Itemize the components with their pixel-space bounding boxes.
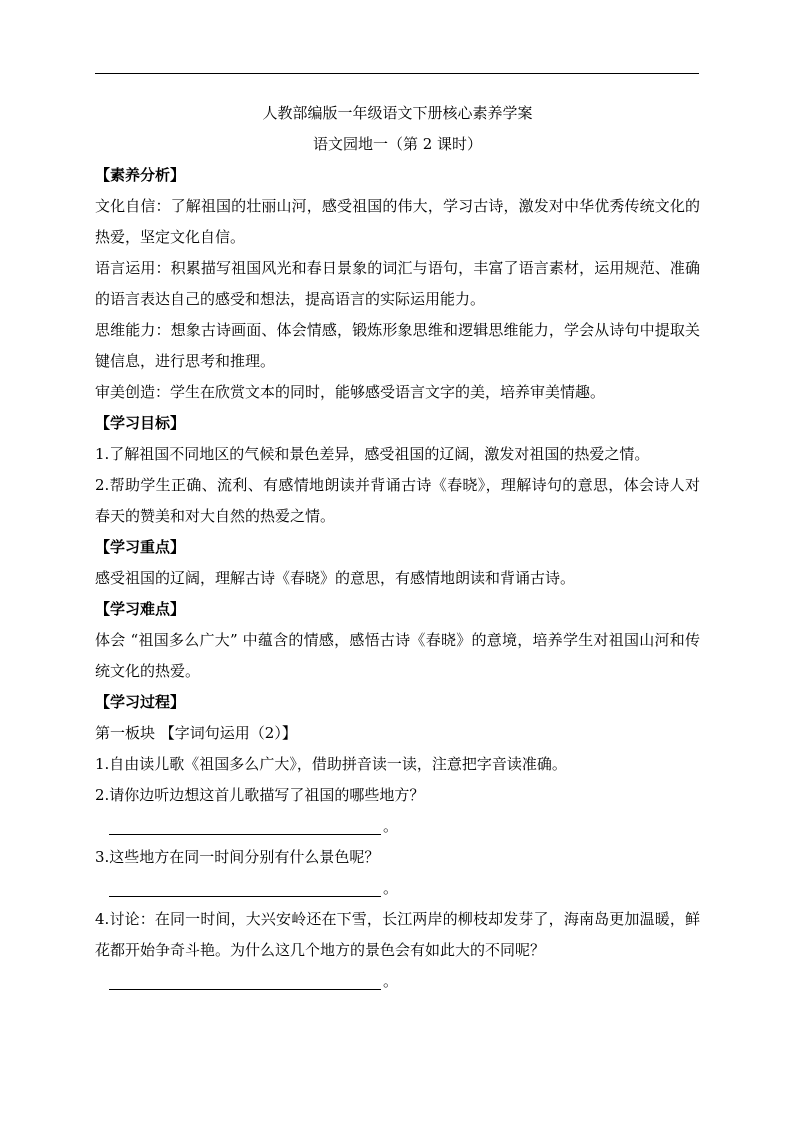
- answer-underline: [109, 989, 381, 990]
- answer-blank[interactable]: [95, 811, 700, 842]
- goal-item: 1.了解祖国不同地区的气候和景色差异，感受祖国的辽阔，激发对祖国的热爱之情。: [95, 445, 650, 463]
- literacy-paragraph: 语言运用：积累描写祖国风光和春日景象的词汇与语句，丰富了语言素材，运用规范、准确的语言表达自己的感受和想法，提高语言的实际运用能力。: [95, 259, 700, 308]
- header-rule: [95, 73, 699, 74]
- literacy-paragraph: 思维能力：想象古诗画面、体会情感，锻炼形象思维和逻辑思维能力，学会从诗句中提取关键信息，进行思考和推理。: [95, 321, 700, 370]
- document-subtitle: 语文园地一（第 2 课时）: [312, 135, 483, 153]
- section-heading-goals: 【学习目标】: [95, 414, 186, 432]
- section-heading-difficulties: 【学习难点】: [95, 600, 186, 618]
- question-1: 1.自由读儿歌《祖国多么广大》，借助拼音读一读，注意把字音读准确。: [95, 755, 567, 773]
- literacy-paragraph: 审美创造：学生在欣赏文本的同时，能够感受语言文字的美，培养审美情趣。: [95, 383, 606, 401]
- section-heading-key-points: 【学习重点】: [95, 538, 186, 556]
- answer-blank[interactable]: [95, 873, 700, 904]
- answer-blank[interactable]: [95, 966, 700, 997]
- goal-item: 2.帮助学生正确、流利、有感情地朗读并背诵古诗《春晓》，理解诗句的意思，体会诗人对春天的赞美和对大自然的热爱之情。: [95, 476, 700, 525]
- answer-underline: [109, 834, 381, 835]
- answer-period: 。: [383, 879, 399, 897]
- difficulties-paragraph: 体会 “祖国多么广大” 中蕴含的情感，感悟古诗《春晓》的意境，培养学生对祖国山河和传统文化的热爱。: [95, 631, 700, 680]
- answer-period: 。: [383, 817, 399, 835]
- block-title: 第一板块 【字词句运用（2）】: [95, 724, 297, 742]
- section-heading-literacy: 【素养分析】: [95, 166, 186, 184]
- answer-period: 。: [383, 972, 399, 990]
- section-heading-process: 【学习过程】: [95, 693, 186, 711]
- document-title: 人教部编版一年级语文下册核心素养学案: [262, 104, 533, 122]
- question-2: 2.请你边听边想这首儿歌描写了祖国的哪些地方？: [95, 786, 425, 804]
- question-4: 4.讨论：在同一时间，大兴安岭还在下雪，长江两岸的柳枝却发芽了，海南岛更加温暖，鲜花都开始争奇斗艳。为什么这几个地方的景色会有如此大的不同呢？: [95, 910, 700, 959]
- literacy-paragraph: 文化自信：了解祖国的壮丽山河，感受祖国的伟大，学习古诗，激发对中华优秀传统文化的热爱，坚定文化自信。: [95, 197, 700, 246]
- key-points-paragraph: 感受祖国的辽阔，理解古诗《春晓》的意思，有感情地朗读和背诵古诗。: [95, 569, 576, 587]
- document-body: [95, 98, 700, 997]
- answer-underline: [109, 896, 381, 897]
- question-3: 3.这些地方在同一时间分别有什么景色呢？: [95, 848, 380, 866]
